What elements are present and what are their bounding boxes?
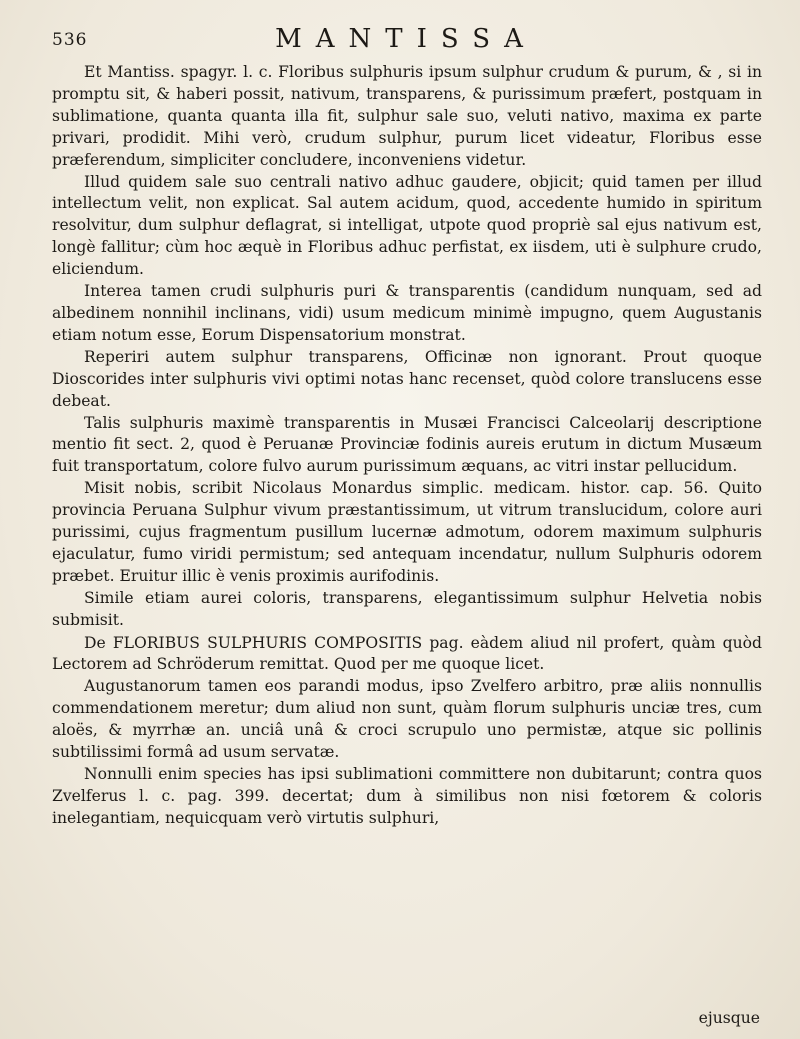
paragraph: Et Mantiss. spagyr. l. c. Floribus sulphuris ipsum sulphur crudum & purum, & , si in promptu sit, & haberi possit, nativum, transparens, & purissimum præfert, postquam in sublimatione, quanta quanta illa fit, sulphur sale suo, veluti nativo, maxima ex parte privari, prodidit. Mihi verò, crudum sulphur, purum licet videatur, Floribus esse præferendum, simpliciter concludere, inconveniens videtur.	[52, 63, 762, 169]
paragraph: Interea tamen crudi sulphuris puri & transparentis (candidum nunquam, sed ad albedinem nonnihil inclinans, vidi) usum medicum minimè impugno, quem Augustanis etiam notum esse, Eorum Dispensatorium monstrat.	[52, 282, 762, 344]
paragraph: Reperiri autem sulphur transparens, Officinæ non ignorant. Prout quoque Dioscorides inter sulphuris vivi optimi notas hanc recenset, quòd colore translucens esse debeat.	[52, 347, 762, 410]
paragraph: Talis sulphuris maximè transparentis in Musæi Francisci Calceolarij descriptione mentio fit sect. 2, quod è Peruanæ Provinciæ fodinis aureis erutum in dictum Musæum fuit transportatum, colore fulvo aurum purissimum æquans, ac vitri instar pellucidum.	[52, 413, 762, 476]
catchword: ejusque	[698, 1009, 760, 1027]
paragraph: Illud quidem sale suo centrali nativo adhuc gaudere, objicit; quid tamen per illud intellectum velit, non explicat. Sal autem acidum, quod, accedente humido in spiritum resolvitur, dum sulphur deflagrat, si intelligat, utpote quod propriè sal ejus nativum est, longè fallitur; cùm hoc æquè in Floribus adhuc perfistat, ex iisdem, uti è sulphure crudo, eliciendum.	[52, 172, 762, 279]
paragraph: Augustanorum tamen eos parandi modus, ipso Zvelfero arbitro, præ aliis nonnullis commendationem meretur; dum aliud non sunt, quàm florum sulphuris unciæ tres, cum aloës, & myrrhæ an. unciâ unâ & croci scrupulo uno permistæ, atque sic pollinis subtilissimi formâ ad usum servatæ.	[52, 677, 762, 762]
page-number: 536	[52, 30, 88, 50]
page-header	[52, 20, 760, 60]
body-text	[52, 62, 762, 830]
section-paragraph: De FLORIBUS SULPHURIS COMPOSITIS pag. eàdem aliud nil profert, quàm quòd Lectorem ad Schröderum remittat. Quod per me quoque licet.	[52, 633, 762, 674]
running-title: MANTISSA	[275, 24, 537, 54]
paragraph: Simile etiam aurei coloris, transparens, elegantissimum sulphur Helvetia nobis submisit.	[52, 588, 762, 629]
paragraph: Nonnulli enim species has ipsi sublimationi committere non dubitarunt; contra quos Zvelferus l. c. pag. 399. decertat; dum à similibus non nisi fœtorem & coloris inelegantiam, nequicquam verò virtutis sulphuri,	[52, 765, 762, 827]
paragraph: Misit nobis, scribit Nicolaus Monardus simplic. medicam. histor. cap. 56. Quito provincia Peruana Sulphur vivum præstantissimum, ut vitrum translucidum, colore auri purissimi, cujus fragmentum pusillum lucernæ admotum, odorem maximum sulphuris ejaculatur, fumo viridi permistum; sed antequam incendatur, nullum Sulphuris odorem præbet. Eruitur illic è venis proximis aurifodinis.	[52, 479, 762, 585]
